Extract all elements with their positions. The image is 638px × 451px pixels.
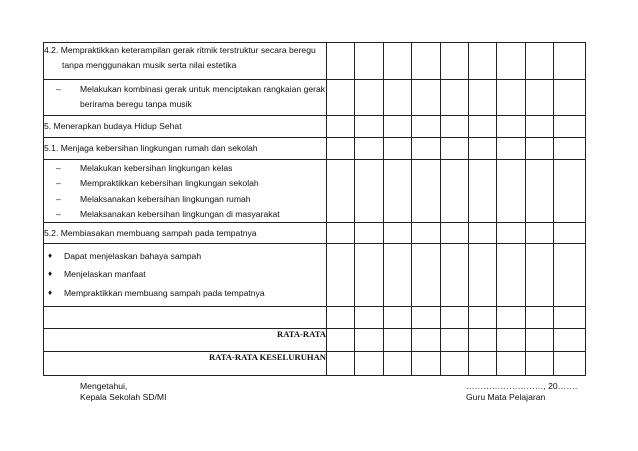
score-cell[interactable] xyxy=(412,138,441,160)
score-cell[interactable] xyxy=(526,329,554,352)
score-cell[interactable] xyxy=(384,116,412,138)
diamond-bullet-icon: ♦ xyxy=(48,287,53,297)
score-cell[interactable] xyxy=(526,223,554,244)
competency-cell xyxy=(44,116,327,138)
score-cell[interactable] xyxy=(469,244,497,307)
score-cell[interactable] xyxy=(355,43,384,80)
score-cell[interactable] xyxy=(441,307,469,329)
score-cell[interactable] xyxy=(412,80,441,116)
table-row xyxy=(44,223,586,244)
competency-cell xyxy=(44,223,327,244)
table-row xyxy=(44,138,586,160)
dash-mark: – xyxy=(56,193,61,204)
teacher-signature-block xyxy=(466,381,577,403)
score-cell[interactable] xyxy=(441,160,469,223)
row-text: Menjelaskan manfaat xyxy=(64,269,146,280)
score-cell[interactable] xyxy=(355,352,384,376)
score-cell[interactable] xyxy=(554,329,586,352)
score-cell[interactable] xyxy=(554,244,586,307)
score-cell[interactable] xyxy=(554,138,586,160)
score-cell[interactable] xyxy=(384,244,412,307)
score-cell[interactable] xyxy=(526,244,554,307)
row-text: Melakukan kombinasi gerak untuk menciptakan rangkaian gerak xyxy=(80,84,326,94)
score-cell[interactable] xyxy=(412,244,441,307)
score-cell[interactable] xyxy=(497,160,526,223)
score-cell[interactable] xyxy=(469,43,497,80)
score-cell[interactable] xyxy=(526,352,554,376)
score-cell[interactable] xyxy=(327,43,355,80)
score-cell[interactable] xyxy=(441,80,469,116)
score-cell[interactable] xyxy=(497,352,526,376)
score-cell[interactable] xyxy=(384,138,412,160)
score-cell[interactable] xyxy=(497,329,526,352)
row-text: 5.2. Membiasakan membuang sampah pada tempatnya xyxy=(44,227,257,238)
score-cell[interactable] xyxy=(526,43,554,80)
score-cell[interactable] xyxy=(554,80,586,116)
row-text: 4.2. Mempraktikkan keterampilan gerak ritmik terstruktur secara beregu xyxy=(44,45,316,55)
score-cell[interactable] xyxy=(497,116,526,138)
score-cell[interactable] xyxy=(497,307,526,329)
score-cell[interactable] xyxy=(469,160,497,223)
score-cell[interactable] xyxy=(554,160,586,223)
score-cell[interactable] xyxy=(327,138,355,160)
score-cell[interactable] xyxy=(469,329,497,352)
table-row xyxy=(44,116,586,138)
score-cell[interactable] xyxy=(441,329,469,352)
score-cell[interactable] xyxy=(469,138,497,160)
score-cell[interactable] xyxy=(384,80,412,116)
row-text: 5. Menerapkan budaya Hidup Sehat xyxy=(44,121,182,132)
score-cell[interactable] xyxy=(355,329,384,352)
score-cell[interactable] xyxy=(412,329,441,352)
score-cell[interactable] xyxy=(412,116,441,138)
diamond-bullet-icon: ♦ xyxy=(48,269,53,279)
score-cell[interactable] xyxy=(497,138,526,160)
indicator-cell xyxy=(44,244,327,307)
row-text: Melakukan kebersihan lingkungan kelas xyxy=(80,163,233,173)
score-cell[interactable] xyxy=(469,352,497,376)
empty-cell xyxy=(44,307,327,329)
score-cell[interactable] xyxy=(355,80,384,116)
row-text: Mempraktikkan membuang sampah pada tempatnya xyxy=(64,287,265,298)
table-row xyxy=(44,352,586,376)
dash-mark: – xyxy=(56,84,61,94)
score-cell[interactable] xyxy=(327,223,355,244)
score-cell[interactable] xyxy=(554,307,586,329)
score-cell[interactable] xyxy=(327,116,355,138)
score-cell[interactable] xyxy=(441,116,469,138)
score-cell[interactable] xyxy=(469,307,497,329)
score-cell[interactable] xyxy=(526,138,554,160)
dash-mark: – xyxy=(56,178,61,189)
score-cell[interactable] xyxy=(327,80,355,116)
score-cell[interactable] xyxy=(384,352,412,376)
row-text: Melaksanakan kebersihan lingkungan rumah xyxy=(80,193,251,204)
table-row xyxy=(44,244,586,307)
table-row xyxy=(44,160,586,223)
score-cell[interactable] xyxy=(355,307,384,329)
score-cell[interactable] xyxy=(384,43,412,80)
score-cell[interactable] xyxy=(327,160,355,223)
score-cell[interactable] xyxy=(327,307,355,329)
score-cell[interactable] xyxy=(554,352,586,376)
score-cell[interactable] xyxy=(355,116,384,138)
score-cell[interactable] xyxy=(526,307,554,329)
score-cell[interactable] xyxy=(554,43,586,80)
assessment-table xyxy=(43,42,586,376)
score-cell[interactable] xyxy=(554,116,586,138)
score-cell[interactable] xyxy=(412,43,441,80)
table-row xyxy=(44,80,586,116)
table-row xyxy=(44,307,586,329)
rata-rata-keseluruhan-label: RATA-RATA KESELURUHAN xyxy=(44,352,327,376)
score-cell[interactable] xyxy=(355,223,384,244)
score-cell[interactable] xyxy=(412,223,441,244)
row-text: Dapat menjelaskan bahaya sampah xyxy=(64,251,202,261)
competency-cell xyxy=(44,138,327,160)
score-cell[interactable] xyxy=(355,244,384,307)
score-cell[interactable] xyxy=(526,80,554,116)
score-cell[interactable] xyxy=(412,160,441,223)
score-cell[interactable] xyxy=(469,223,497,244)
score-cell[interactable] xyxy=(497,80,526,116)
row-text: Melaksanakan kebersihan lingkungan di masyarakat xyxy=(80,208,280,219)
row-text: tanpa menggunakan musik serta nilai estetika xyxy=(62,60,237,71)
score-cell[interactable] xyxy=(441,138,469,160)
score-cell[interactable] xyxy=(384,307,412,329)
dash-mark: – xyxy=(56,208,61,219)
score-cell[interactable] xyxy=(384,329,412,352)
diamond-bullet-icon: ♦ xyxy=(48,251,53,260)
rata-rata-label: RATA-RATA xyxy=(44,329,327,352)
score-cell[interactable] xyxy=(412,307,441,329)
place-date-line: ………………………, 20……. xyxy=(466,381,578,391)
competency-cell xyxy=(44,43,327,80)
table-row xyxy=(44,329,586,352)
score-cell[interactable] xyxy=(412,352,441,376)
score-cell[interactable] xyxy=(441,223,469,244)
score-cell[interactable] xyxy=(469,80,497,116)
row-text: Mempraktikkan kebersihan lingkungan sekolah xyxy=(80,178,259,189)
score-cell[interactable] xyxy=(384,223,412,244)
score-cell[interactable] xyxy=(526,160,554,223)
indicator-cell xyxy=(44,160,327,223)
score-cell[interactable] xyxy=(355,160,384,223)
principal-title: Kepala Sekolah SD/MI xyxy=(80,392,167,402)
score-cell[interactable] xyxy=(327,329,355,352)
score-cell[interactable] xyxy=(327,244,355,307)
acknowledged-label: Mengetahui, xyxy=(80,381,128,391)
score-cell[interactable] xyxy=(441,43,469,80)
score-cell[interactable] xyxy=(441,244,469,307)
score-cell[interactable] xyxy=(497,244,526,307)
score-cell[interactable] xyxy=(355,138,384,160)
indicator-cell xyxy=(44,80,327,116)
score-cell[interactable] xyxy=(327,352,355,376)
score-cell[interactable] xyxy=(384,160,412,223)
score-cell[interactable] xyxy=(497,43,526,80)
teacher-title: Guru Mata Pelajaran xyxy=(466,392,546,402)
score-cell[interactable] xyxy=(469,116,497,138)
row-text: berirama beregu tanpa musik xyxy=(80,99,192,110)
table-row xyxy=(44,43,586,80)
score-cell[interactable] xyxy=(497,223,526,244)
score-cell[interactable] xyxy=(554,223,586,244)
score-cell[interactable] xyxy=(441,352,469,376)
dash-mark: – xyxy=(56,163,61,173)
score-cell[interactable] xyxy=(526,116,554,138)
principal-signature-block xyxy=(80,381,166,403)
row-text: 5.1. Menjaga kebersihan lingkungan rumah dan sekolah xyxy=(44,143,258,154)
